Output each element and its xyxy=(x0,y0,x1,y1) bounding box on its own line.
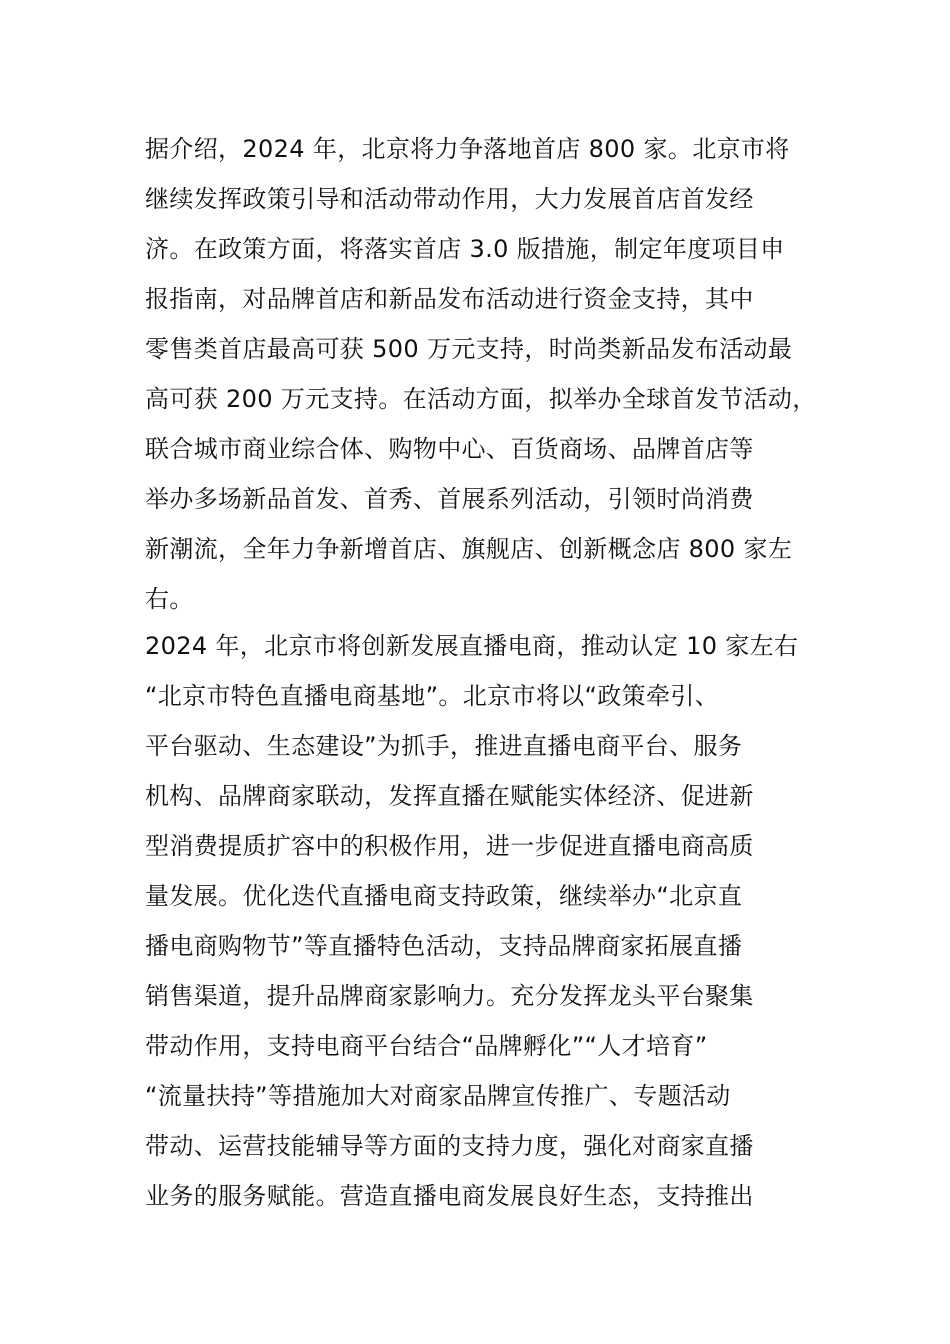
text-line: 播电商购物节”等直播特色活动，支持品牌商家拓展直播 xyxy=(145,932,743,960)
text-line: 带动作用，支持电商平台结合“品牌孵化”“人才培育” xyxy=(145,1032,708,1060)
text-line: 平台驱动、生态建设”为抓手，推进直播电商平台、服务 xyxy=(145,732,743,760)
text-line: 高可获 200 万元支持。在活动方面，拟举办全球首发节活动， xyxy=(145,385,817,413)
text-line: 型消费提质扩容中的积极作用，进一步促进直播电商高质 xyxy=(145,832,754,860)
text-line: 济。在政策方面，将落实首店 3.0 版措施，制定年度项目申 xyxy=(145,235,785,263)
text-line: “北京市特色直播电商基地”。北京市将以“政策牵引、 xyxy=(145,682,720,710)
text-line: 销售渠道，提升品牌商家影响力。充分发挥龙头平台聚集 xyxy=(145,982,754,1010)
text-line: 机构、品牌商家联动，发挥直播在赋能实体经济、促进新 xyxy=(145,782,754,810)
text-line: “流量扶持”等措施加大对商家品牌宣传推广、专题活动 xyxy=(145,1082,731,1110)
text-line: 量发展。优化迭代直播电商支持政策，继续举办“北京直 xyxy=(145,882,743,910)
text-line: 举办多场新品首发、首秀、首展系列活动，引领时尚消费 xyxy=(145,485,754,513)
text-line: 零售类首店最高可获 500 万元支持，时尚类新品发布活动最 xyxy=(145,335,793,363)
text-line: 新潮流，全年力争新增首店、旗舰店、创新概念店 800 家左 xyxy=(145,535,793,563)
text-line: 据介绍，2024 年，北京将力争落地首店 800 家。北京市将 xyxy=(145,135,790,163)
text-line: 报指南，对品牌首店和新品发布活动进行资金支持，其中 xyxy=(145,285,754,313)
text-line: 右。 xyxy=(145,585,194,613)
text-line: 带动、运营技能辅导等方面的支持力度，强化对商家直播 xyxy=(145,1132,754,1160)
text-line: 2024 年，北京市将创新发展直播电商，推动认定 10 家左右 xyxy=(145,632,799,660)
text-line: 业务的服务赋能。营造直播电商发展良好生态，支持推出 xyxy=(145,1182,754,1210)
text-line: 联合城市商业综合体、购物中心、百货商场、品牌首店等 xyxy=(145,435,754,463)
text-line: 继续发挥政策引导和活动带动作用，大力发展首店首发经 xyxy=(145,185,754,213)
